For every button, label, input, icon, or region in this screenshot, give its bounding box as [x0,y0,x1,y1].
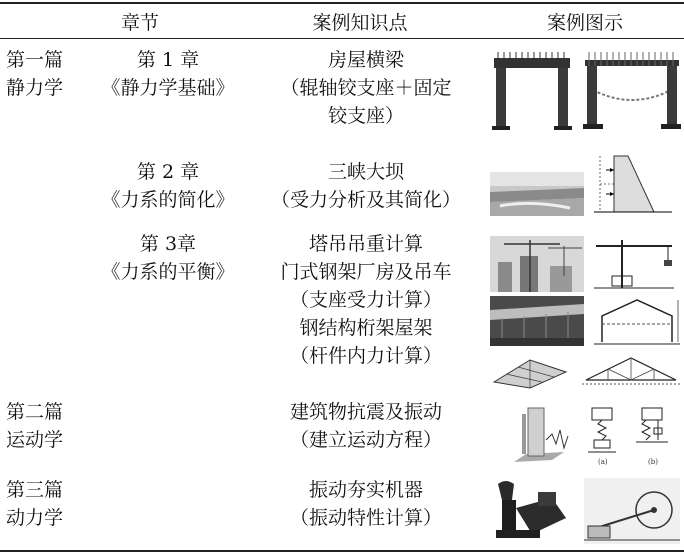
text-line: （杆件内力计算） [289,345,442,367]
text-line: 运动学 [6,429,64,451]
text-line: 静力学 [6,77,64,99]
text-line: 钢结构桁架屋架 [299,317,433,339]
compactor-mechanism-diagram [582,476,682,546]
part-label [6,46,63,102]
text-line: 振动夯实机器 [308,479,423,501]
knowledge-text [250,398,482,454]
header-figure: 案例图示 [546,12,623,34]
text-line: 房屋横梁 [327,49,404,71]
factory-photo [490,296,584,346]
header-knowledge: 案例知识点 [312,12,408,34]
spring-mass-diagrams [584,398,680,468]
dam-photo [490,172,584,216]
text-line: 第一篇 [6,49,64,71]
house-beam-rollers-diagram [490,50,574,132]
truss-photo [490,352,570,390]
knowledge-text [250,158,482,214]
svg-text:(b): (b) [648,458,658,466]
knowledge-text [250,476,482,532]
chapter-label [88,158,248,214]
knowledge-text [250,230,482,370]
text-line: 门式钢架厂房及吊车 [280,261,452,283]
text-line: （振动特性计算） [289,507,442,529]
text-line: 《力系的平衡》 [101,261,235,283]
chapter-label [88,46,248,102]
table-top-rule [0,2,684,4]
text-line: 塔吊吊重计算 [308,233,423,255]
text-line: （支座受力计算） [289,289,442,311]
compactor-machine-photo [492,478,574,544]
table-bottom-rule [0,550,684,552]
table-header-rule [0,38,684,39]
text-line: 第 3章 [139,233,197,255]
dam-force-diagram [592,150,674,218]
text-line: （辊轴铰支座＋固定 [280,77,452,99]
truss-diagram [580,350,682,390]
tower-crane-photo [490,236,584,292]
text-line: 建筑物抗震及振动 [289,401,442,423]
text-line: 第 2 章 [136,161,200,183]
text-line: 第 1 章 [136,49,200,71]
svg-text:(a): (a) [598,458,608,466]
header-chapter: 章节 [120,12,159,34]
text-line: 《静力学基础》 [101,77,235,99]
text-line: （建立运动方程） [289,429,442,451]
text-line: 动力学 [6,507,64,529]
portal-frame-diagram [592,294,682,348]
part-label [6,476,63,532]
knowledge-text [250,46,482,130]
text-line: 第三篇 [6,479,64,501]
tower-crane-diagram [592,236,676,292]
text-line: 第二篇 [6,401,64,423]
part-label [6,398,63,454]
chapter-label [88,230,248,286]
text-line: 铰支座） [327,105,404,127]
text-line: （受力分析及其简化） [270,189,461,211]
text-line: 三峡大坝 [327,161,404,183]
house-beam-fixed-diagram [583,50,681,132]
text-line: 《力系的简化》 [101,189,235,211]
building-vibration-model [502,400,574,468]
